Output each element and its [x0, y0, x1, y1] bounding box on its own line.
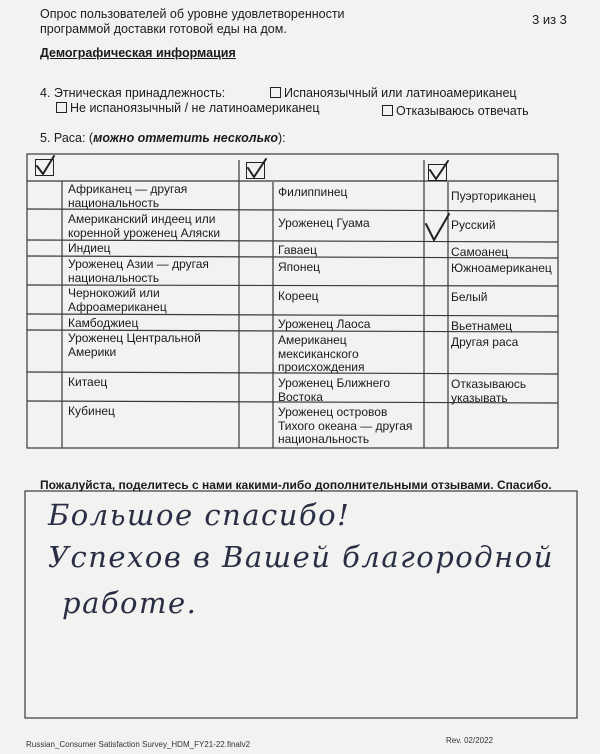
- feedback-label: Пожалуйста, поделитесь с нами какими-либо дополнительными отзывами. Спасибо.: [40, 478, 552, 492]
- q4-option-not-hispanic[interactable]: Не испаноязычный / не латиноамериканец: [56, 101, 320, 115]
- race-black[interactable]: Чернокожий или Афроамериканец: [68, 286, 167, 314]
- race-mexican-american[interactable]: Американец мексиканского происхождения: [278, 333, 365, 374]
- q4-label: 4. Этническая принадлежность:: [40, 86, 226, 100]
- race-laotian[interactable]: Уроженец Лаоса: [278, 317, 371, 331]
- race-filipino[interactable]: Филиппинец: [278, 185, 348, 199]
- section-title: Демографическая информация: [40, 46, 236, 60]
- checkmark-russian-icon: [426, 214, 449, 240]
- handwriting-line-2: Успехов в Вашей благородной: [48, 540, 554, 574]
- race-cambodian[interactable]: Камбоджиец: [68, 316, 139, 330]
- q4-option-refuse[interactable]: Отказываюсь отвечать: [382, 104, 529, 118]
- race-american-indian[interactable]: Американский индеец или коренной уроженец Аляски: [68, 212, 221, 240]
- race-other[interactable]: Другая раса: [451, 335, 519, 349]
- race-central-american[interactable]: Уроженец Центральной Америки: [68, 331, 201, 359]
- footer-filename: Russian_Consumer Satisfaction Survey_HDM_FY21-22.finalv2: [26, 740, 251, 749]
- race-vietnamese[interactable]: Вьетнамец: [451, 319, 513, 333]
- race-asian-other[interactable]: Уроженец Азии — другая национальность: [68, 257, 209, 285]
- race-indian[interactable]: Индиец: [68, 241, 111, 255]
- race-middle-eastern[interactable]: Уроженец Ближнего Востока: [278, 376, 391, 404]
- checkmark-icon: [430, 161, 448, 179]
- race-south-american[interactable]: Южноамериканец: [451, 261, 552, 275]
- race-guamanian[interactable]: Уроженец Гуама: [278, 216, 370, 230]
- race-japanese[interactable]: Японец: [278, 260, 321, 274]
- race-korean[interactable]: Кореец: [278, 289, 319, 303]
- checkmark-icon: [248, 159, 266, 177]
- race-puerto-rican[interactable]: Пуэрториканец: [451, 189, 536, 203]
- q5-label: 5. Раса: (можно отметить несколько):: [40, 131, 286, 145]
- page-number: 3 из 3: [532, 12, 567, 27]
- race-african-other[interactable]: Африканец — другая национальность: [68, 182, 188, 210]
- race-hawaiian[interactable]: Гаваец: [278, 243, 317, 257]
- race-chinese[interactable]: Китаец: [68, 375, 108, 389]
- race-pacific-islander[interactable]: Уроженец островов Тихого океана — другая национальность: [278, 405, 413, 446]
- survey-title: Опрос пользователей об уровне удовлетворенности программой доставки готовой еды на дом.: [40, 7, 345, 36]
- race-russian[interactable]: Русский: [451, 218, 496, 232]
- handwriting-line-3: работе.: [62, 586, 198, 620]
- race-refuse[interactable]: Отказываюсь указывать: [451, 377, 527, 405]
- race-cuban[interactable]: Кубинец: [68, 404, 115, 418]
- q4-option-hispanic[interactable]: Испаноязычный или латиноамериканец: [270, 86, 517, 100]
- q5-hint: можно отметить несколько: [93, 131, 278, 145]
- race-samoan[interactable]: Самоанец: [451, 245, 509, 259]
- footer-revision: Rev. 02/2022: [446, 736, 493, 745]
- checkmark-icon: [37, 156, 54, 174]
- race-white[interactable]: Белый: [451, 290, 488, 304]
- handwriting-line-1: Большое спасибо!: [48, 498, 351, 532]
